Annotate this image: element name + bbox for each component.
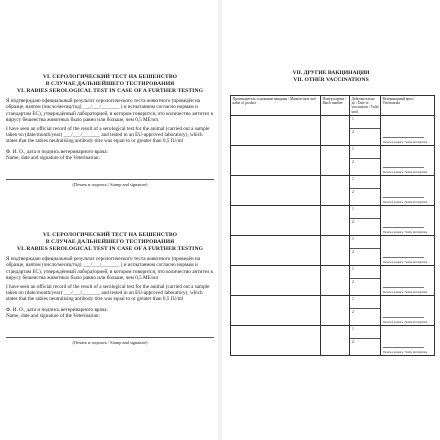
batch-cell[interactable] bbox=[321, 325, 350, 355]
batch-cell[interactable] bbox=[321, 235, 350, 265]
batch-cell[interactable] bbox=[321, 295, 350, 325]
vet-cell[interactable] bbox=[381, 175, 435, 205]
slot-number: 2 bbox=[352, 309, 354, 314]
vet-signature-line bbox=[383, 287, 424, 288]
batch-cell[interactable] bbox=[321, 115, 350, 145]
slot-number: 1 bbox=[352, 146, 354, 151]
vaccinations-title-ru: VII. ДРУГИЕ ВАКЦИНАЦИИ bbox=[292, 70, 370, 76]
statement-ru: Я подтверждаю официальный результат серологического теста животного (проведён на образце, взятом (число/месяц/год) ___/___/_______ ) и испытанном согласно нормам и стандартам ЕС), утверждённый лабораторией, в котором говорится, что количество антител к вирусу бешенства животных было равно или больше, чем 0,5 МЕ/мл bbox=[6, 98, 214, 124]
batch-cell[interactable] bbox=[321, 265, 350, 295]
valid-cell[interactable] bbox=[350, 115, 381, 145]
vet-cell[interactable] bbox=[381, 145, 435, 175]
vet-cell[interactable] bbox=[381, 265, 435, 295]
manufacturer-cell[interactable] bbox=[231, 145, 321, 175]
manufacturer-cell[interactable] bbox=[231, 115, 321, 145]
batch-cell[interactable] bbox=[321, 145, 350, 175]
vaccination-row bbox=[231, 115, 435, 145]
vet-signature-line bbox=[383, 257, 424, 258]
slot-divider bbox=[350, 248, 380, 249]
slot-number: 1 bbox=[352, 326, 354, 331]
section-title-ru-1: VI. СЕРОЛОГИЧЕСКИЙ ТЕСТ НА БЕШЕНСТВО bbox=[42, 232, 178, 238]
valid-cell[interactable] bbox=[350, 325, 381, 355]
section-title-en: VI. RABIES SEROLOGICAL TEST IN CASE OF A FURTHER TESTING bbox=[16, 88, 204, 94]
slot-number: 2 bbox=[352, 339, 354, 344]
valid-cell[interactable] bbox=[350, 295, 381, 325]
header-vet: Ветеринарный врач / Veterinarian bbox=[381, 96, 435, 116]
vet-stamp-caption: Печать и подпись / Stamp and signature bbox=[383, 200, 428, 204]
signature-label-en: Name, date and signature of the Veterinarian: bbox=[6, 313, 100, 320]
manufacturer-cell[interactable] bbox=[231, 295, 321, 325]
section-title-en: VI. RABIES SEROLOGICAL TEST IN CASE OF A FURTHER TESTING bbox=[16, 246, 204, 252]
slot-divider bbox=[350, 218, 380, 219]
vet-stamp-caption: Печать и подпись / Stamp and signature bbox=[383, 260, 428, 264]
vet-signature-line bbox=[383, 347, 424, 348]
vaccination-row bbox=[231, 175, 435, 205]
slot-number: 2 bbox=[352, 189, 354, 194]
statement-ru: Я подтверждаю официальный результат серологического теста животного (проведён на образце, взятом (число/месяц/год) ___/___/_______ ) и испытанном согласно нормам и стандартам ЕС), утверждённый лабораторией, в котором говорится, что количество антител к вирусу бешенства животных было равно или больше, чем 0,5 МЕ/мл bbox=[6, 256, 214, 282]
signature-label-ru: Ф. И. О., дата и подпись ветеринарного врача: bbox=[6, 306, 108, 313]
slot-number: 2 bbox=[352, 279, 354, 284]
header-manufacturer: Производитель и название вакцины / Manufacturer and name of product bbox=[231, 96, 321, 116]
slot-number: 1 bbox=[352, 296, 354, 301]
right-page bbox=[222, 0, 440, 440]
header-batch: Номер партии / Batch number bbox=[321, 96, 350, 116]
vet-stamp-caption: Печать и подпись / Stamp and signature bbox=[383, 350, 428, 354]
manufacturer-cell[interactable] bbox=[231, 235, 321, 265]
stamp-caption: (Печать и подпись / Stamp and signature) bbox=[72, 339, 148, 345]
batch-cell[interactable] bbox=[321, 205, 350, 235]
batch-cell[interactable] bbox=[321, 175, 350, 205]
manufacturer-cell[interactable] bbox=[231, 325, 321, 355]
valid-cell[interactable] bbox=[350, 175, 381, 205]
vet-signature-line bbox=[383, 197, 424, 198]
signature-label-en: Name, date and signature of the Veterinarian: bbox=[6, 155, 100, 162]
valid-cell[interactable] bbox=[350, 145, 381, 175]
vaccination-row bbox=[231, 145, 435, 175]
signature-label-ru: Ф. И. О., дата и подпись ветеринарного врача: bbox=[6, 148, 108, 155]
vet-signature-line bbox=[383, 137, 424, 138]
vaccination-row bbox=[231, 325, 435, 355]
slot-divider bbox=[350, 128, 380, 129]
slot-number: 2 bbox=[352, 249, 354, 254]
slot-number: 1 bbox=[352, 266, 354, 271]
vet-stamp-caption: Печать и подпись / Stamp and signature bbox=[383, 290, 428, 294]
vaccinations-title-en: VII. OTHER VACCINATIONS bbox=[293, 77, 369, 83]
section-title-ru-1: VI. СЕРОЛОГИЧЕСКИЙ ТЕСТ НА БЕШЕНСТВО bbox=[42, 74, 178, 80]
vaccinations-body bbox=[231, 115, 435, 355]
serology-section-1 bbox=[6, 74, 214, 188]
slot-divider bbox=[350, 188, 380, 189]
header-valid: Действительно до / Date of vaccination / Valid until bbox=[350, 96, 381, 116]
vet-stamp-caption: Печать и подпись / Stamp and signature bbox=[383, 320, 428, 324]
slot-divider bbox=[350, 158, 380, 159]
valid-cell[interactable] bbox=[350, 235, 381, 265]
slot-number: 2 bbox=[352, 129, 354, 134]
vet-cell[interactable] bbox=[381, 295, 435, 325]
slot-number: 1 bbox=[352, 206, 354, 211]
vet-stamp-caption: Печать и подпись / Stamp and signature bbox=[383, 140, 428, 144]
slot-number: 1 bbox=[352, 236, 354, 241]
slot-number: 2 bbox=[352, 219, 354, 224]
statement-en: I have seen an official record of the result of a serological test for the animal (carried out a sample taken on (date/month/year) ___/___/_______ and tested in an EU-approved laboratory), which states that the rabies neutralising antibody titre was equal to or greater than 0,5 IU/ml bbox=[6, 283, 210, 303]
manufacturer-cell[interactable] bbox=[231, 175, 321, 205]
vet-signature-line bbox=[383, 227, 424, 228]
vet-cell[interactable] bbox=[381, 205, 435, 235]
vaccination-row bbox=[231, 265, 435, 295]
statement-en: I have seen an official record of the result of a serological test for the animal (carried out a sample taken on (date/month/year) ___/___/_______ and tested in an EU-approved laboratory), which states that the rabies neutralising antibody titre was equal to or greater than 0,5 IU/ml bbox=[6, 125, 210, 145]
vaccination-row bbox=[231, 295, 435, 325]
vet-stamp-caption: Печать и подпись / Stamp and signature bbox=[383, 170, 428, 174]
slot-divider bbox=[350, 338, 380, 339]
vet-cell[interactable] bbox=[381, 235, 435, 265]
left-page bbox=[0, 0, 218, 440]
slot-number: 2 bbox=[352, 159, 354, 164]
valid-cell[interactable] bbox=[350, 265, 381, 295]
serology-section-2 bbox=[6, 232, 214, 346]
section-title-ru-2: В СЛУЧАЕ ДАЛЬНЕЙШЕГО ТЕСТИРОВАНИЯ bbox=[45, 239, 175, 245]
slot-number: 1 bbox=[352, 116, 354, 121]
vaccinations-table bbox=[230, 95, 435, 356]
section-title-ru-2: В СЛУЧАЕ ДАЛЬНЕЙШЕГО ТЕСТИРОВАНИЯ bbox=[45, 81, 175, 87]
manufacturer-cell[interactable] bbox=[231, 205, 321, 235]
vet-cell[interactable] bbox=[381, 325, 435, 355]
valid-cell[interactable] bbox=[350, 205, 381, 235]
vaccinations-header-row bbox=[231, 96, 435, 116]
slot-divider bbox=[350, 278, 380, 279]
vet-signature-line bbox=[383, 317, 424, 318]
vet-stamp-caption: Печать и подпись / Stamp and signature bbox=[383, 230, 428, 234]
vaccination-row bbox=[231, 235, 435, 265]
slot-number: 1 bbox=[352, 176, 354, 181]
signature-line[interactable] bbox=[6, 322, 214, 338]
manufacturer-cell[interactable] bbox=[231, 265, 321, 295]
stamp-caption: (Печать и подпись / Stamp and signature) bbox=[72, 181, 148, 187]
signature-line[interactable] bbox=[6, 164, 214, 180]
slot-divider bbox=[350, 308, 380, 309]
vet-signature-line bbox=[383, 167, 424, 168]
vet-cell[interactable] bbox=[381, 115, 435, 145]
vaccination-row bbox=[231, 205, 435, 235]
